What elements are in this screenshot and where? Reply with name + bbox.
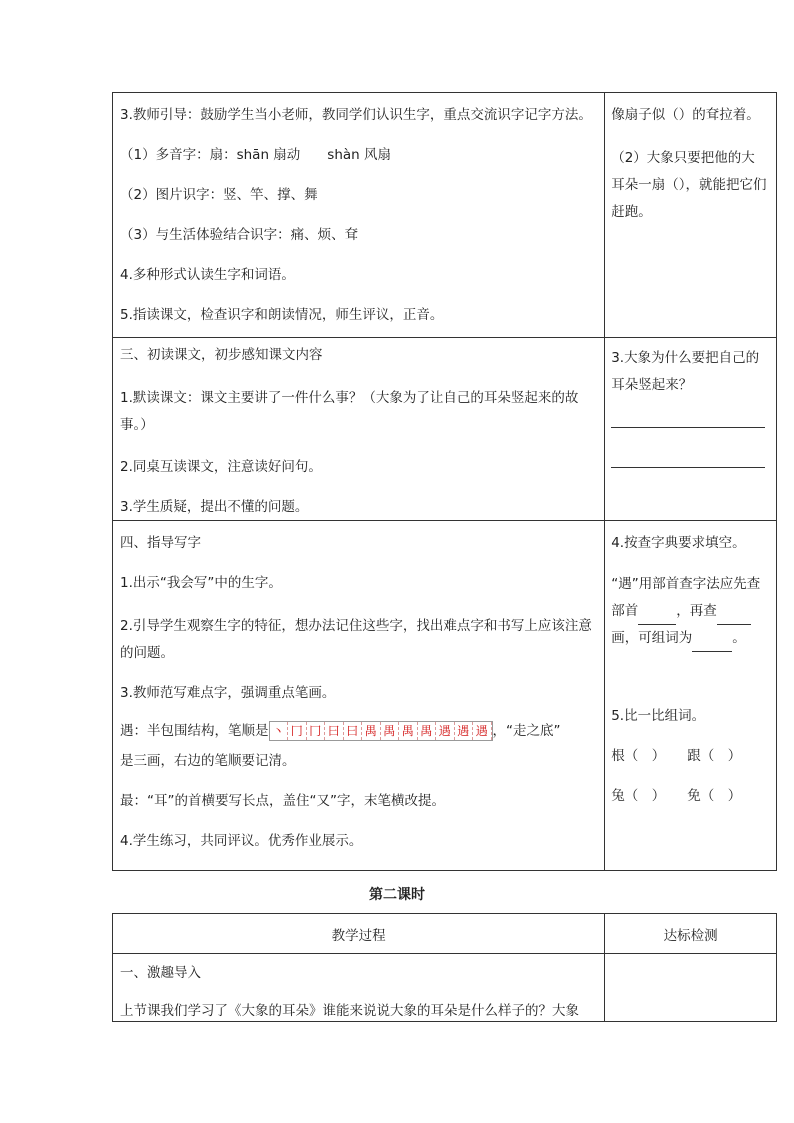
- stroke-order-strip: [269, 721, 493, 741]
- step-5: 5.指读课文，检查识字和朗读情况，师生评议，正音。: [120, 307, 444, 323]
- check-text-2: （2）大象只要把他的大耳朵一扇（），就能把它们赶跑。: [611, 150, 767, 220]
- yu-prefix: 遇：半包围结构，笔顺是: [120, 723, 269, 739]
- header-check: 达标检测: [605, 914, 777, 954]
- stroke-step: 遇: [455, 722, 474, 740]
- check-cell: [605, 954, 777, 1022]
- intro-title: 一、激趣导入: [120, 965, 201, 981]
- stroke-step: 冂: [288, 722, 307, 740]
- lesson-table-1: [112, 92, 777, 871]
- yu-stroke-line: [120, 721, 598, 741]
- header-process: 教学过程: [113, 914, 605, 954]
- compare-gen: 根（ ）: [611, 748, 666, 764]
- read-item-1: 1.默读课文：课文主要讲了一件什么事？（大象为了让自己的耳朵竖起来的故事。）: [120, 390, 579, 433]
- compare-row-2: [611, 786, 768, 806]
- stroke-step: 曰: [325, 722, 344, 740]
- section-4-title: 四、指导写字: [120, 535, 201, 551]
- check-cell: [605, 338, 777, 521]
- yu-line-2: 是三画，右边的笔顺要记清。: [120, 753, 296, 769]
- compare-mian: 免（ ）: [687, 788, 742, 804]
- process-cell: [113, 338, 605, 521]
- check-cell: [605, 93, 777, 338]
- write-item-1: 1.出示“我会写”中的生字。: [120, 575, 282, 591]
- picture-item: （2）图片识字：竖、竿、撑、舞: [120, 187, 318, 203]
- question-4-body: “遇”用部首查字法应先查部首 ，再查画，可组词为 。: [611, 571, 768, 652]
- step-4: 4.多种形式认读生字和词语。: [120, 267, 295, 283]
- intro-text: 上节课我们学习了《大象的耳朵》谁能来说说大象的耳朵是什么样子的？大象: [120, 1003, 579, 1019]
- compare-tu: 兔（ ）: [611, 788, 666, 804]
- stroke-step: 禺: [381, 722, 400, 740]
- stroke-step: 遇: [473, 722, 492, 740]
- life-item: （3）与生活体验结合识字：痛、烦、耷: [120, 227, 359, 243]
- answer-line-2[interactable]: [611, 467, 765, 468]
- table-row: [113, 521, 777, 871]
- word-blank[interactable]: [692, 637, 732, 652]
- table-header-row: [113, 914, 777, 954]
- compare-gen2: 跟（ ）: [687, 748, 742, 764]
- yu-suffix: ，“走之底”: [492, 723, 561, 739]
- step-3-guide: 3.教师引导：鼓励学生当小老师，教同学们认识生字，重点交流识字记字方法。: [120, 107, 592, 123]
- question-4: 4.按查字典要求填空。: [611, 535, 746, 551]
- stroke-step: 丶: [270, 722, 289, 740]
- process-cell: [113, 954, 605, 1022]
- write-item-2: 2.引导学生观察生字的特征，想办法记住这些字，找出难点字和书写上应该注意的问题。: [120, 618, 592, 661]
- process-cell: [113, 93, 605, 338]
- table-row: [113, 93, 777, 338]
- question-3: 3.大象为什么要把自己的耳朵竖起来？: [611, 350, 760, 393]
- strokes-blank[interactable]: [717, 610, 751, 625]
- check-text-1: 像扇子似（）的耷拉着。: [611, 107, 760, 123]
- question-5: 5.比一比组词。: [611, 708, 706, 724]
- session-title: 第二课时: [369, 887, 425, 903]
- radical-blank[interactable]: [638, 610, 676, 625]
- section-3-title: 三、初读课文，初步感知课文内容: [120, 347, 323, 363]
- polyphone-item: （1）多音字：扇：shān 扇动 shàn 风扇: [120, 147, 392, 163]
- zui-item: 最：“耳”的首横要写长点，盖住“又”字，末笔横改提。: [120, 793, 445, 809]
- check-cell: [605, 521, 777, 871]
- write-item-4: 4.学生练习，共同评议。优秀作业展示。: [120, 833, 363, 849]
- write-item-3: 3.教师范写难点字，强调重点笔画。: [120, 685, 336, 701]
- stroke-step: 禺: [399, 722, 418, 740]
- read-item-2: 2.同桌互读课文，注意读好问句。: [120, 459, 322, 475]
- table-row: [113, 338, 777, 521]
- process-cell: [113, 521, 605, 871]
- lesson-table-2: [112, 913, 777, 1022]
- table-row: [113, 954, 777, 1022]
- stroke-step: 曰: [344, 722, 363, 740]
- stroke-step: 遇: [436, 722, 455, 740]
- stroke-step: 禺: [418, 722, 437, 740]
- stroke-step: 冂: [307, 722, 326, 740]
- compare-row-1: [611, 746, 768, 766]
- stroke-step: 禺: [362, 722, 381, 740]
- answer-line-1[interactable]: [611, 427, 765, 428]
- read-item-3: 3.学生质疑，提出不懂的问题。: [120, 499, 309, 515]
